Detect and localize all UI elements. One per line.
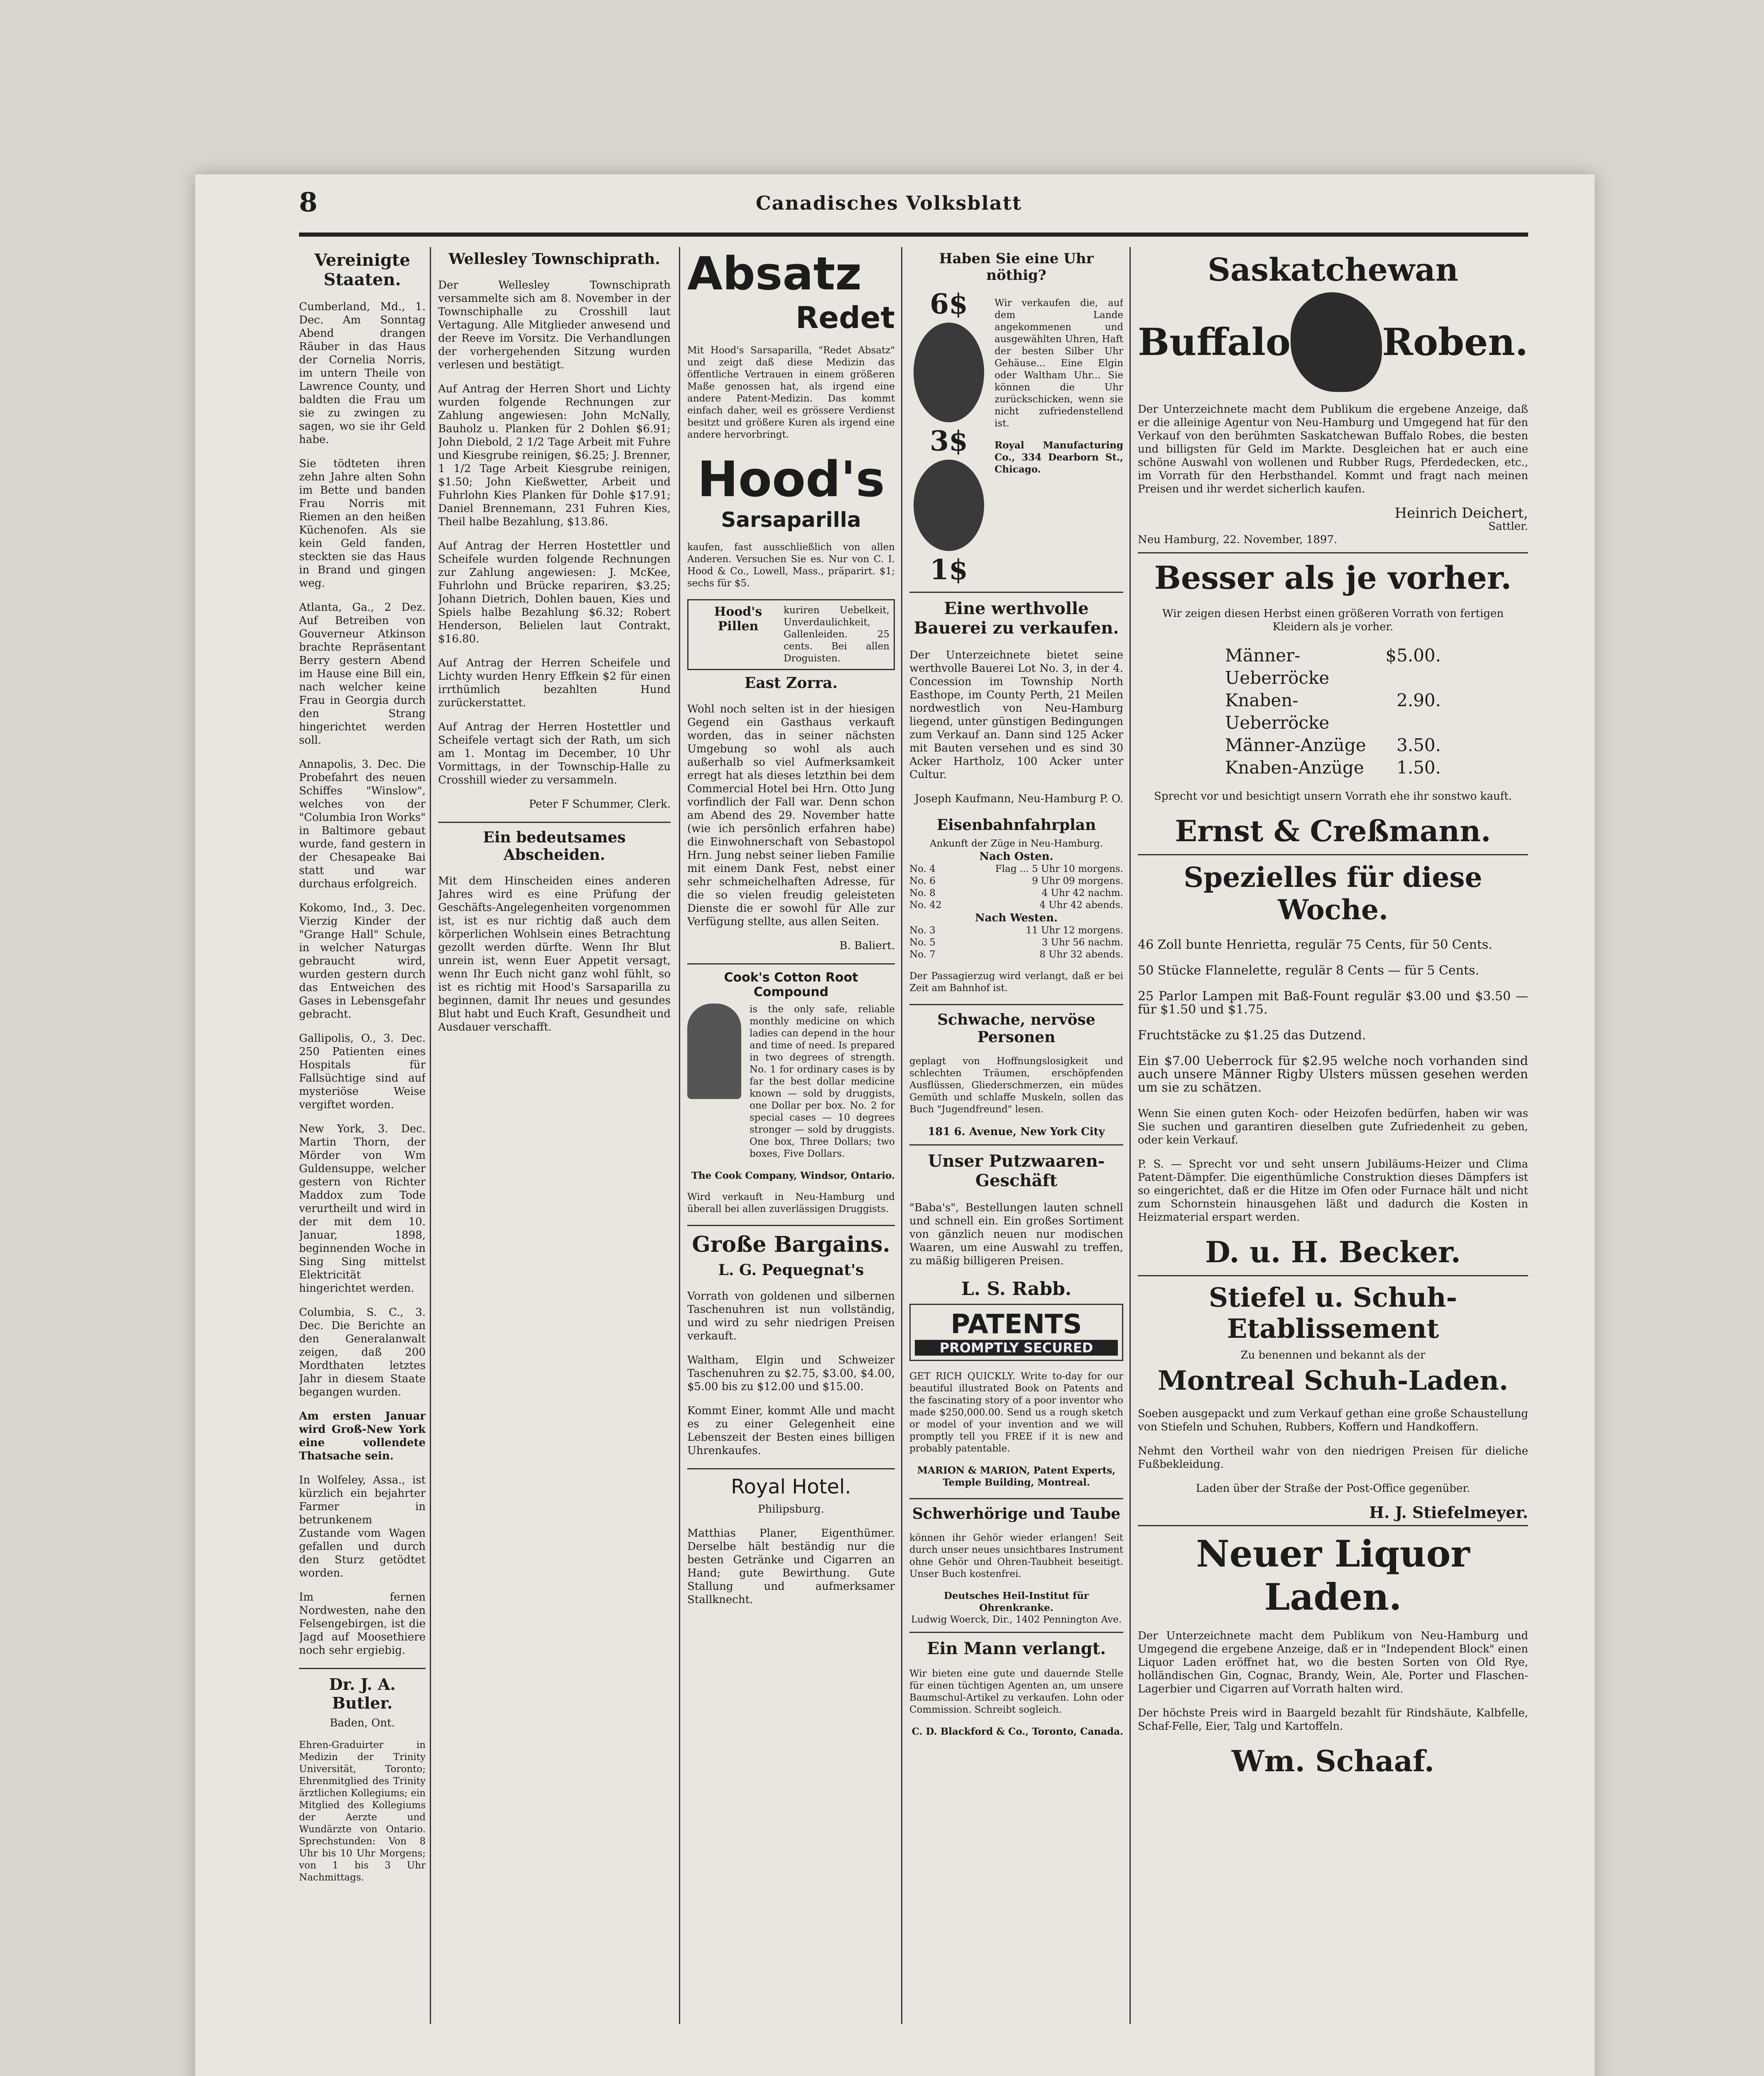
signature: B. Baliert. [839,940,895,952]
watch-company: Royal Manufacturing Co., 334 Dearborn St., Chicago. [995,440,1123,475]
masthead: Canadisches Volksblatt [756,192,1022,214]
montreal-signature: H. J. Stiefelmeyer. [1369,1503,1528,1522]
price-row: Männer-Ueberröcke $5.00. [1225,645,1441,688]
section-title: East Zorra. [744,674,838,692]
cook-company: The Cook Company, Windsor, Ontario. [691,1170,895,1181]
ad-text: Ehren-Graduirter in Medizin der Trinity Universität, Toronto; Ehrenmitglied des Trinity ärztlichen Kollegiums; ein Mitglied des Kollegiums der Aerzte und Wundärzte von Ontario. Sprechstunden: Von 8 Uhr bis 10 Uhr Morgens; von 1 bis 3 Uhr Nachmittags. [299,1740,426,1883]
besser-note: Sprecht vor und besichtigt unsern Vorrath ehe ihr sonstwo kauft. [1154,790,1512,803]
article-paragraph: Kokomo, Ind., 3. Dec. Vierzig Kinder der "Grange Hall" Schule, in welcher Naturgas gebraucht wird, wurden gestern durch das Entweichen des Gases in Lebensgefahr gebracht. [299,902,426,1021]
column-2 [438,247,671,2024]
article-paragraph: New York, 3. Dec. Martin Thorn, der Mörder von Wm Guldensuppe, welcher gestern von Richter Maddox zum Tode verurtheilt und wird in der mit dem 10. Januar, 1898, beginnenden Woche in Sing Sing mittelst Elektricität hingerichtet werden. [299,1123,426,1295]
koch-ps: P. S. — Sprecht vor und seht unsern Jubiläums-Heizer und Clima Patent-Dämpfer. Die eigenthümliche Construktion dieses Dämpfers ist so eingerichtet, daß er die Hitze im Ofen oder Furnace hält und nicht zum Schornstein hinausgehen läßt und dadurch die Kosten in Heizmaterial erspart werden. [1138,1158,1528,1224]
cook-text: is the only safe, reliable monthly medicine on which ladies can depend in the hour and time of need. Is prepared in two degrees of strength. No. 1 for ordinary cases is by far the best dollar medicine known — sold by druggists, one Dollar per box. No. 2 for special cases — 10 degrees stronger — sold by druggists. One box, Three Dollars; two boxes, Five Dollars. [750,1004,895,1159]
pocket-watch-icon [914,460,984,551]
pocket-watch-icon [914,323,984,422]
article-paragraph: Im fernen Nordwesten, nahe den Felsengebirgen, ist die Jagd auf Moosethiere noch sehr ergiebig. [299,1591,426,1657]
liquor-text: Der Unterzeichnete macht dem Publikum von Neu-Hamburg und Umgegend die ergebene Anzeige, daß er in "Independent Block" einen Liquor Laden eröffnet hat, wo die besten Sorten von Old Rye, holländischen Gin, Cognac, Brandy, Wein, Ale, Porter und Flaschen-Lagerbier und Cigarren auf Vorrath halten wird. [1138,1630,1528,1695]
column-1 [299,247,426,2024]
timetable-row: No. 7 8 Uhr 32 abends. [909,949,1123,960]
buffalo-word: Buffalo [1138,320,1291,364]
article-paragraph: Waltham, Elgin und Schweizer Taschenuhren zu $2.75, $3.00, $4.00, $5.00 bis zu $12.00 und $15.00. [687,1354,895,1393]
roben-word: Roben. [1382,320,1528,364]
article-paragraph: Auf Antrag der Herren Hostettler und Scheifele vertagt sich der Rath, um sich am 1. Montag im December, 10 Uhr Vormittags, in der Townschip-Halle zu Crosshill wieder zu versammeln. [438,721,671,786]
ad-title: Dr. J. A. Butler. [329,1675,396,1712]
montreal-title: Montreal Schuh-Laden. [1157,1365,1509,1396]
stiefel-subtitle: Zu benennen und bekannt als der [1240,1349,1426,1361]
article-paragraph: Vorrath von goldenen und silbernen Taschenuhren ist nun vollständig, und wird zu sehr niedrigen Preisen verkauft. [687,1290,895,1342]
article-paragraph: Sie tödteten ihren zehn Jahre alten Sohn im Bette und banden Frau Norris mit Riemen an den heißen Küchenofen. Als sie kein Geld fanden, steckten sie das Haus in Brand und gingen weg. [299,458,426,590]
timetable-row: No. 5 3 Uhr 56 nachm. [909,937,1123,948]
price-list [1225,644,1441,779]
article-paragraph: In Wolfeley, Assa., ist kürzlich ein bejahrter Farmer in betrunkenem Zustande vom Wagen gefallen und durch den Sturz getödtet worden. [299,1474,426,1579]
section-title: Vereinigte Staaten. [314,250,410,289]
column-rule [901,247,902,2024]
pills-title: Hood's Pillen [714,605,762,634]
article-paragraph: Mit dem Hinscheiden eines anderen Jahres wird es eine Prüfung der Geschäfts-Angelegenheiten vorgenommen ist, ist es nur richtig daß auch dem körperlichen Wohlsein eines Betrachtung gezollt werden dürfte. Wenn Ihr Blut unrein ist, wenn Euer Appetit versagt, wenn Ihr Euch nicht ganz wohl fühlt, so ist es richtig mit Hood's Sarsaparilla zu beginnen, damit Ihr neues und gesundes Blut habt und Euch Kraft, Gesundheit und Ausdauer verschafft. [438,875,671,1033]
stiefel-title: Stiefel u. Schuh-Etablissement [1208,1282,1458,1344]
woman-portrait [687,1004,741,1099]
divider [909,1144,1123,1146]
article-paragraph: Wohl noch selten ist in der hiesigen Gegend ein Gasthaus verkauft worden, das in seiner nächsten Umgebung so wohl als auch außerhalb so viel Aufmerksamkeit erregt hat als dieses letzthin bei dem Commercial Hotel bei Hrn. Otto Jung vorfindlich der Fall war. Denn schon am Abend des 29. November hatte (wie ich persönlich erfahren habe) die Einwohnerschaft von Sebastopol Hrn. Jung nebst seiner lieben Familie mit einem Dank Fest, nebst einer sehr schmeichelhaften Adresse, für die so vielen freudig geleisteten Dienste die er sowohl für Alle zur Verfügung stellte, aus allen Seiten. [687,703,895,928]
ad-text: Mit Hood's Sarsaparilla, "Redet Absatz" und zeigt daß diese Medizin das öffentliche Vertrauen in einem größeren Maße genossen hat, als irgend eine andere Patent-Medizin. Das kommt einfach daher, weil es grössere Verdienst besitzt und größere Kuren als irgend eine andere hervorbringt. [687,345,895,440]
weak-address: 181 6. Avenue, New York City [928,1126,1105,1138]
schaaf-signature: Wm. Schaaf. [1231,1744,1435,1778]
royal-hotel-title: Royal Hotel. [731,1475,851,1498]
west-header: Nach Westen. [975,912,1058,924]
divider [909,592,1123,593]
timetable-row: No. 42 4 Uhr 42 abends. [909,900,1123,911]
watch-price: 6$ [930,288,968,320]
divider [687,1225,895,1226]
article-paragraph: Annapolis, 3. Dec. Die Probefahrt des neuen Schiffes "Winslow", welches von der "Columbia Iron Works" in Baltimore gebaut wurde, fand gestern in der Chesapeake Bai statt und war durchaus erfolgreich. [299,758,426,890]
east-header: Nach Osten. [979,850,1054,863]
deaf-institute: Deutsches Heil-Institut für Ohrenkranke. [943,1590,1089,1613]
article-paragraph: Der Wellesley Townschiprath versammelte sich am 8. November in der Townschiphalle zu Crosshill laut Vertagung. Alle Mitglieder anwesend und der Reeve im Vorsitz. Die Verhandlungen der vorhergehenden Sitzung wurden verlesen und bestätigt. [438,279,671,371]
saskatchewan-title: Saskatchewan [1208,251,1458,288]
becker-signature: D. u. H. Becker. [1205,1235,1461,1269]
column-rule [679,247,680,2024]
patents-company: MARION & MARION, Patent Experts, Temple Building, Montreal. [917,1465,1116,1488]
koch-text: Wenn Sie einen guten Koch- oder Heizofen bedürfen, haben wir was Sie suchen und garantiren dieselben gute Zufriedenheit zu geben, oder kein Verkauf. [1138,1107,1528,1146]
article-subhead: Am ersten Januar wird Groß-New York eine vollendete Thatsache sein. [299,1410,426,1462]
railway-note: Der Passagierzug wird verlangt, daß er bei Zeit am Bahnhof ist. [909,971,1123,994]
signature: Joseph Kaufmann, Neu-Hamburg P. O. [915,793,1123,805]
section-title: Ein bedeutsames Abscheiden. [483,829,626,864]
divider [909,1632,1123,1633]
article-paragraph: Auf Antrag der Herren Scheifele und Lichty wurden Henry Effkein $2 für einen irrthümlich bezahlten Hund zurückerstattet. [438,657,671,709]
ad-text: kaufen, fast ausschließlich von allen Anderen. Versuchen Sie es. Nur von C. I. Hood & Co., Lowell, Mass., präparirt. $1; sechs für $5. [687,542,895,589]
railway-title: Eisenbahnfahrplan [936,816,1096,834]
article-paragraph: Cumberland, Md., 1. Dec. Am Sonntag Abend drangen Räuber in das Haus der Cornelia Norris, im untern Theile von Lawrence County, und baldten die Frau um sie zu zwingen zu sagen, wo sie ihr Geld habe. [299,301,426,446]
royal-place: Philipsburg. [758,1503,824,1515]
redet-headline: Redet [795,300,895,335]
pills-box [687,599,895,670]
patents-text: GET RICH QUICKLY. Write to-day for our beautiful illustrated Book on Patents and the fascinating story of a poor inventor who made $250,000.00. Send us a rough sketch or model of your invention and we will promptly tell you FREE if it is new and probably patentable. [909,1371,1123,1454]
railway-subtitle: Ankunft der Züge in Neu-Hamburg. [929,838,1103,849]
ad-place: Baden, Ont. [330,1717,395,1729]
cook-note: Wird verkauft in Neu-Hamburg und überall bei allen zuverlässigen Druggists. [687,1192,895,1214]
spezial-item: Fruchtstäcke zu $1.25 das Dutzend. [1138,1028,1366,1043]
spezial-item: 25 Parlor Lampen mit Baß-Fount regulär $3.00 und $3.50 — für $1.50 und $1.75. [1138,989,1528,1017]
watch-price: 3$ [930,425,968,457]
east-timetable [909,863,1123,911]
signature: Peter F Schummer, Clerk. [529,798,671,810]
hoods-logo: Hood's [697,450,885,508]
patents-title: PATENTS [951,1309,1082,1340]
patents-subtitle: PROMPTLY SECURED [915,1340,1118,1356]
weak-text: geplagt von Hoffnungslosigkeit und schlechten Träumen, erschöpfenden Ausflüssen, Gliederschmerzen, ein müdes Gemüth und schlaffe Muskeln, sollen das Buch "Jugendfreund" lesen. [909,1056,1123,1115]
newspaper-page [195,174,1595,2076]
west-timetable [909,925,1123,961]
deaf-address: Ludwig Woerck, Dir., 1402 Pennington Ave. [911,1614,1122,1625]
spezial-item: 50 Stücke Flannelette, regulär 8 Cents — für 5 Cents. [1138,963,1479,978]
liquor-title: Neuer Liquor Laden. [1196,1532,1470,1618]
divider [1138,552,1528,553]
spezial-item: Ein $7.00 Ueberrock für $2.95 welche noch vorhanden sind auch unsere Männer Rigby Ulsters müssen gesehen werden um sie zu schätzen. [1138,1054,1528,1095]
section-title: Wellesley Townschiprath. [448,250,660,268]
royal-text: Matthias Planer, Eigenthümer. Derselbe hält beständig nur die besten Getränke und Cigarren an Hand; gute Bewirthung. Gute Stallung und aufmerksamer Stallknecht. [687,1527,895,1606]
timetable-row: No. 6 9 Uhr 09 morgens. [909,876,1123,886]
timetable-row: No. 3 11 Uhr 12 morgens. [909,925,1123,936]
divider [1138,854,1528,855]
deaf-text: können ihr Gehör wieder erlangen! Seit durch unser neues unsichtbares Instrument ohne Gehör und Ohren-Taubheit beseitigt. Unser Buch kostenfrei. [909,1533,1123,1579]
shop-sign: L. S. Rabb. [961,1278,1072,1300]
montreal-text: Soeben ausgepackt und zum Verkauf gethan eine große Schaustellung von Stiefeln und Schuhen, Rubbers, Koffern und Handkoffern. [1138,1408,1528,1433]
bargains-title: Große Bargains. [692,1232,890,1257]
timetable-row: No. 4 Flag ... 5 Uhr 10 morgens. [909,864,1123,874]
montreal-text: Nehmt den Vortheil wahr von den niedrigen Preisen für dieliche Fußbekleidung. [1138,1445,1528,1471]
column-3 [687,247,895,2024]
buffalo-image [1291,292,1382,392]
watch-text: Wir verkaufen die, auf dem Lande angekommenen und ausgewählten Uhren, Haft der besten Silber Uhr Gehäuse... Eine Elgin oder Waltham Uhr... Sie können die Uhr zurückschicken, wenn sie nicht zufriedenstellend ist. [995,298,1123,429]
man-text: Wir bieten eine gute und dauernde Stelle für einen tüchtigen Agenten an, um unsere Baumschul-Artikel zu verkaufen. Lohn oder Commission. Schreibt sogleich. [909,1668,1123,1715]
article-paragraph: Atlanta, Ga., 2 Dez. Auf Betreiben von Gouverneur Atkinson brachte Repräsentant Berry gestern Abend im Hause eine Bill ein, nach welcher keine Frau in Georgia durch den Strang hingerichtet werden soll. [299,601,426,747]
spezial-title: Spezielles für diese Woche. [1183,861,1482,926]
watch-title: Haben Sie eine Uhr nöthig? [939,250,1094,284]
bargains-name: L. G. Pequegnat's [718,1261,864,1279]
man-sign: C. D. Blackford & Co., Toronto, Canada. [911,1726,1123,1737]
article-paragraph: Columbia, S. C., 3. Dec. Die Berichte an den Generalanwalt zeigen, daß 200 Mordthaten letztes Jahr in diesem Staate begangen wurden. [299,1306,426,1398]
divider [438,822,671,823]
price-row: Männer-Anzüge 3.50. [1225,735,1441,755]
divider [299,1668,426,1669]
divider [1138,1525,1528,1526]
sask-signature: Heinrich Deichert, [1394,505,1528,521]
patents-box [909,1304,1123,1361]
divider [687,963,895,965]
sask-text: Der Unterzeichnete macht dem Publikum die ergebene Anzeige, daß er die alleinige Agentur von Neu-Hamburg und Umgegend hat für den Verkauf von den berühmten Saskatchewan Buffalo Robes, die besten und billigsten für Geld im Markte. Desgleichen hat er auch eine schöne Auswahl von wollenen und Rubber Rugs, Pferdedecken, etc., im Vorrath für den Herbsthandel. Kommt und fragt nach meinen Preisen und ihr werdet sicherlich kaufen. [1138,403,1528,495]
farm-text: Der Unterzeichnete bietet seine werthvolle Bauerei Lot No. 3, in der 4. Concession im Township North Easthope, im County Perth, 21 Meilen nordwestlich von Neu-Hamburg liegend, unter günstigen Bedingungen zum Verkauf an. Dann sind 125 Acker mit Bauten versehen und es sind 30 Acker Hartholz, 100 Acker unter Cultur. [909,649,1123,781]
timetable-row: No. 8 4 Uhr 42 nachm. [909,888,1123,898]
page-number: 8 [299,187,318,218]
besser-text: Wir zeigen diesen Herbst einen größeren Vorrath von fertigen Kleidern als je vorher. [1162,607,1504,633]
divider [909,1498,1123,1499]
column-rule [430,247,431,2024]
pills-text: kuriren Uebelkeit, Unverdaulichkeit, Gallenleiden. 25 cents. Bei allen Droguisten. [784,605,889,664]
shop-title: Unser Putzwaaren-Geschäft [928,1151,1105,1190]
column-5 [1138,247,1528,2024]
column-4 [909,247,1123,2024]
divider [1138,1275,1528,1276]
montreal-address: Laden über der Straße der Post-Office gegenüber. [1196,1482,1470,1495]
article-paragraph: Gallipolis, O., 3. Dec. 250 Patienten eines Hospitals für Fallsüchtige sind auf mysteriöse Weise vergiftet worden. [299,1032,426,1111]
sask-date: Neu Hamburg, 22. November, 1897. [1138,534,1338,546]
besser-title: Besser als je vorher. [1154,559,1512,596]
price-row: Knaben-Anzüge 1.50. [1225,757,1441,778]
sarsaparilla-logo: Sarsaparilla [721,508,861,532]
weak-title: Schwache, nervöse Personen [937,1011,1095,1046]
liquor-text: Der höchste Preis wird in Baargeld bezahlt für Rindshäute, Kalbfelle, Schaf-Felle, Eier, Talg und Kartoffeln. [1138,1707,1528,1733]
column-rule [1129,247,1131,2024]
man-title: Ein Mann verlangt. [926,1639,1106,1658]
sask-role: Sattler. [1488,520,1528,533]
article-paragraph: Auf Antrag der Herren Hostettler und Scheifele wurden folgende Rechnungen zur Zahlung angewiesen: J. McKee, Fuhrlohn und Brücke repariren, $3.25; Johann Dietrich, Dohlen bauen, Kies und Spiels halbe Bezahlung $6.32; Robert Henderson, Belielen laut Contrakt, $16.80. [438,540,671,645]
spezial-item: 46 Zoll bunte Henrietta, regulär 75 Cents, für 50 Cents. [1138,938,1492,952]
deaf-title: Schwerhörige und Taube [912,1505,1121,1523]
farm-title: Eine werthvolle Bauerei zu verkaufen. [914,599,1119,638]
divider [687,1468,895,1469]
shop-text: "Baba's", Bestellungen lauten schnell und schnell ein. Ein großes Sortiment von gänzlich neuen nur modischen Waaren, um eine Auswahl zu treffen, zu mäßig billigeren Preisen. [909,1202,1123,1267]
article-paragraph: Auf Antrag der Herren Short und Lichty wurden folgende Rechnungen zur Zahlung angewiesen: John McNally, Bauholz u. Planken für 2 Dohlen $6.91; John Diebold, 2 1/2 Tage Arbeit mit Fuhre und Kiesgrube reinigen, $6.25; J. Brenner, 1 1/2 Tage Arbeit Kiesgrube reinigen, $1.50; John Kießwetter, Arbeit und Fuhrlohn Kies Planken für Dohle $17.91; Daniel Brennemann, 231 Fuhren Kies, Theil halbe Bezahlung, $13.86. [438,383,671,528]
absatz-headline: Absatz [687,247,862,300]
price-row: Knaben-Ueberröcke 2.90. [1225,690,1441,733]
ernst-signature: Ernst & Creßmann. [1175,814,1491,848]
article-paragraph: Kommt Einer, kommt Alle und macht es zu einer Gelegenheit eine Lebenszeit der Besten eines billigen Uhrenkaufes. [687,1405,895,1457]
cook-title: Cook's Cotton Root Compound [724,970,858,999]
divider [909,1004,1123,1005]
watch-price: 1$ [930,553,968,586]
page-header [299,187,1528,237]
